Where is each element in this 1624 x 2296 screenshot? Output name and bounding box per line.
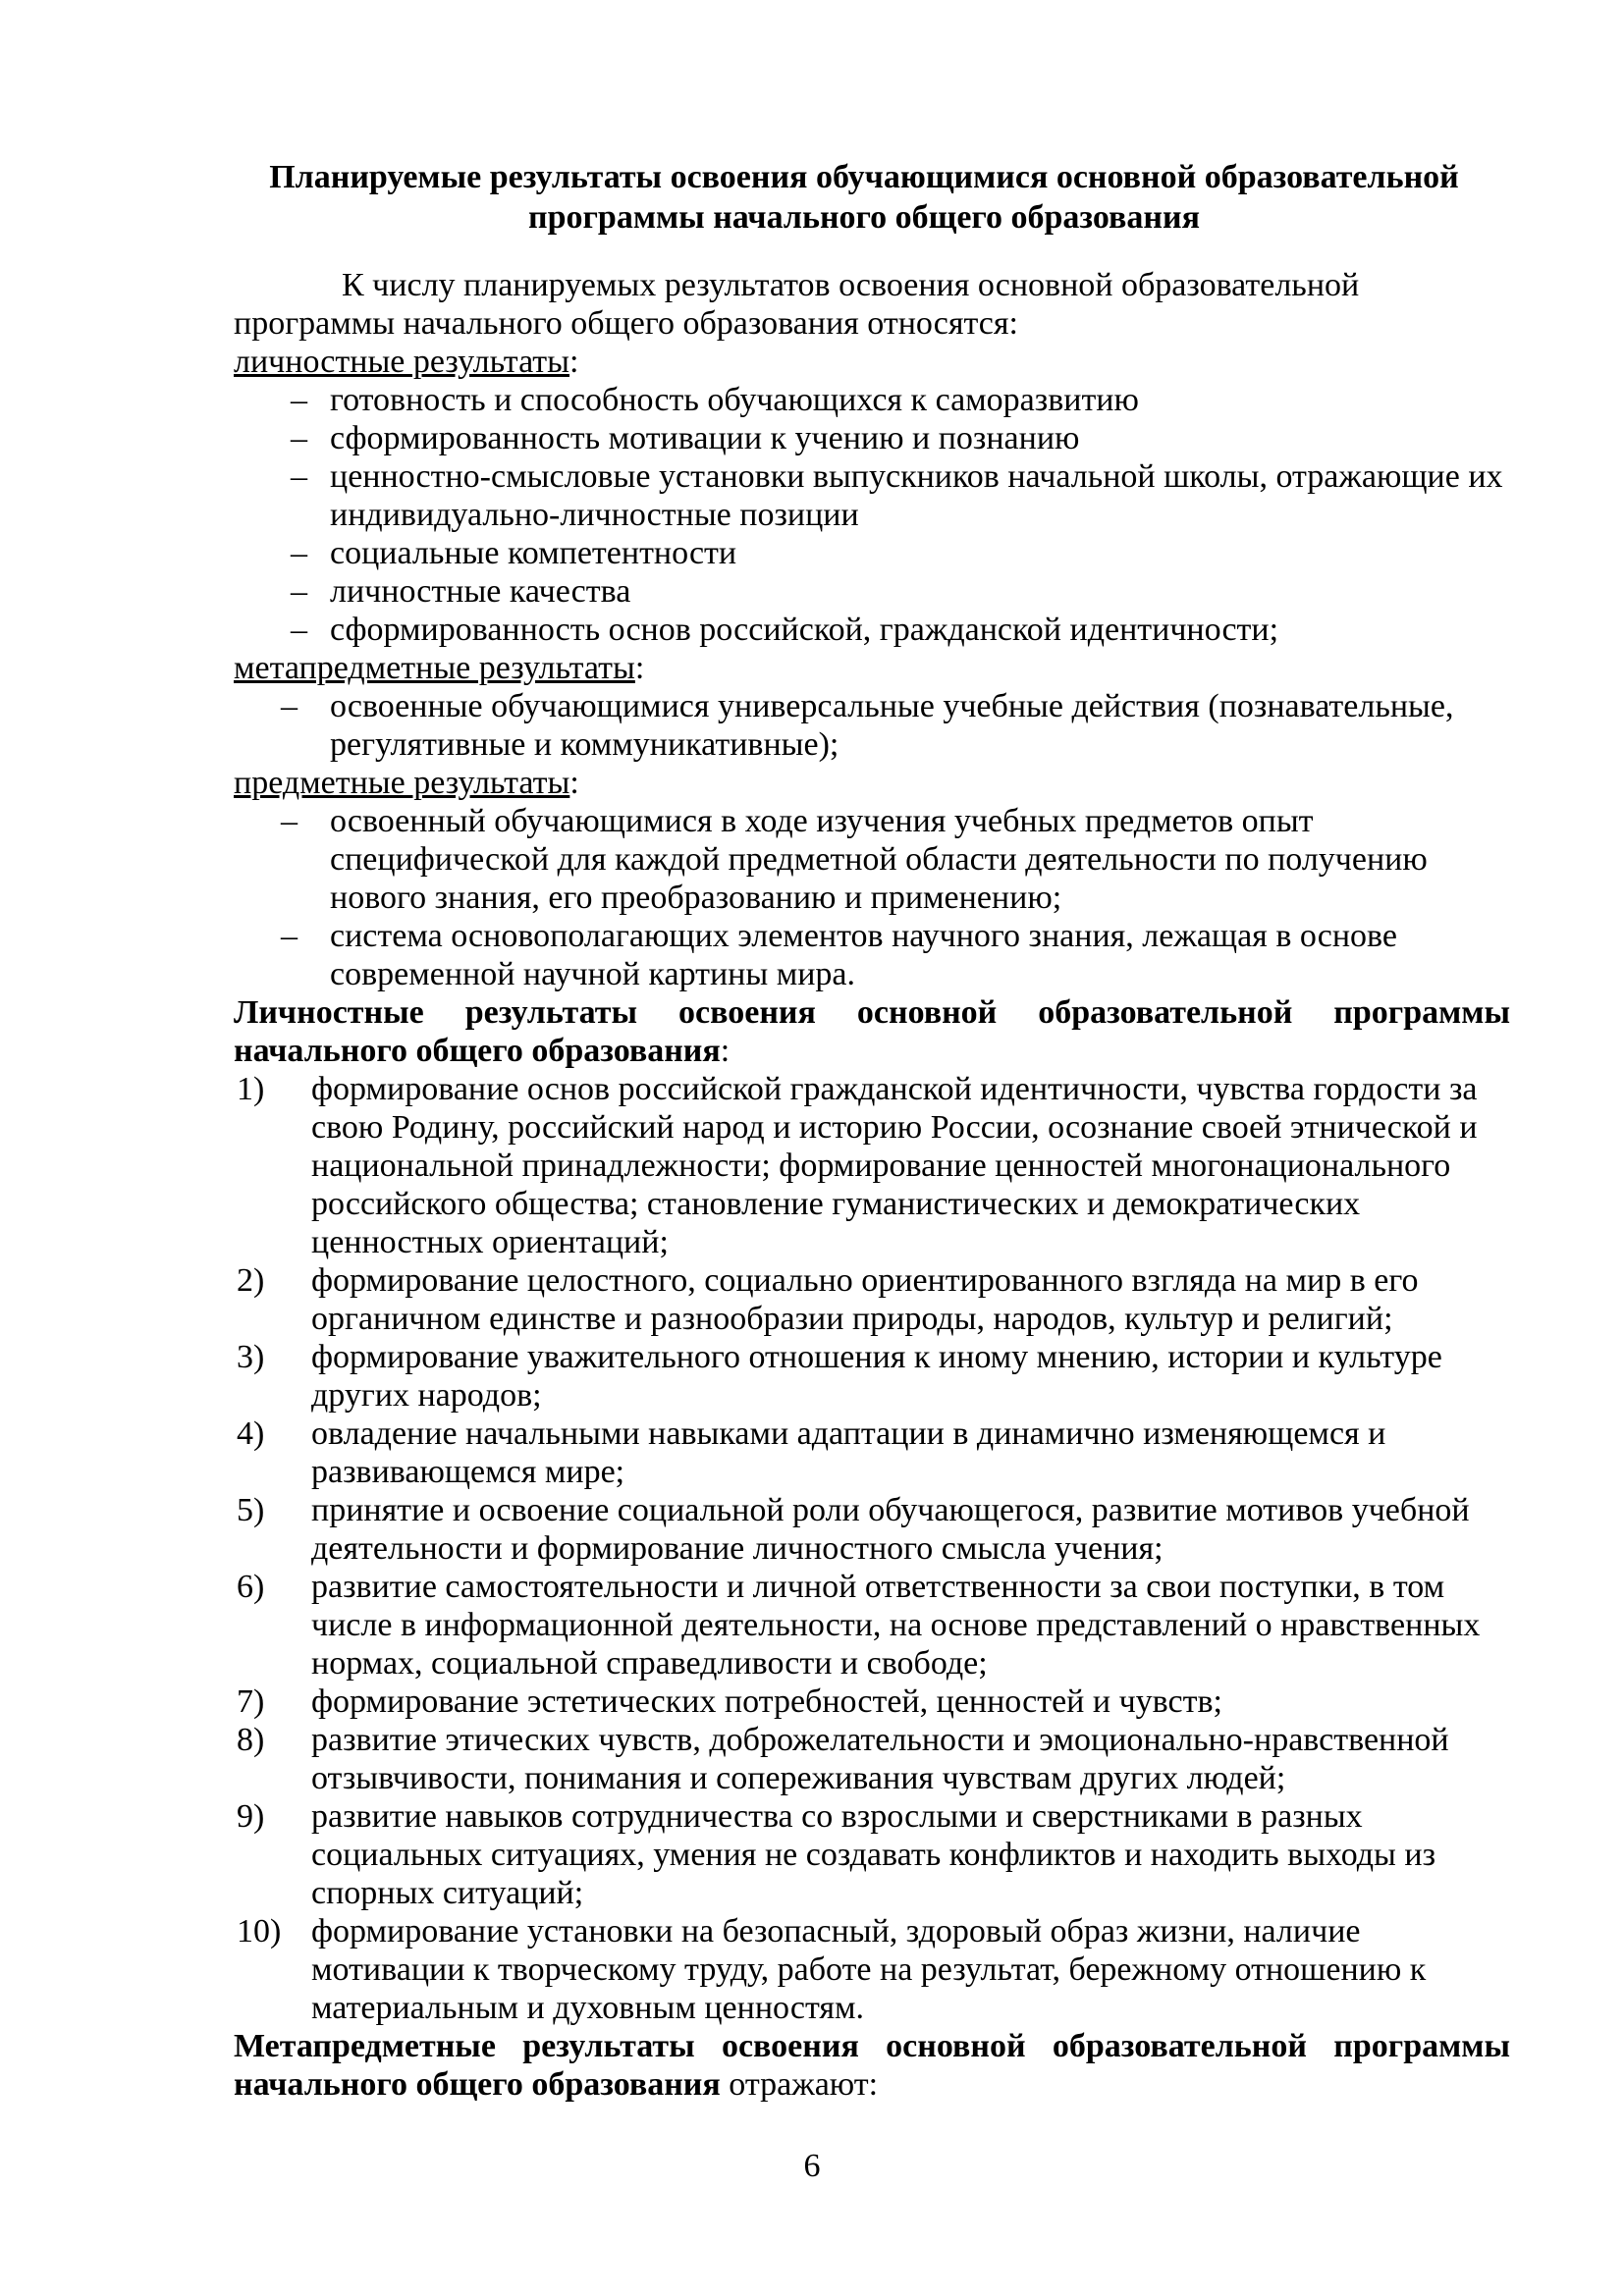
list-item-text: личностные качества: [330, 573, 631, 610]
subject-results-list: [234, 802, 1510, 993]
meta-results-heading: [234, 649, 1510, 687]
list-item: [234, 917, 1510, 993]
personal-results-heading: [234, 343, 1510, 381]
personal-results-section-heading-tail: :: [720, 1033, 731, 1069]
meta-results-heading-text: метапредметные результаты: [234, 650, 635, 686]
subject-results-heading-text: предметные результаты: [234, 765, 570, 801]
list-item-text: освоенный обучающимися в ходе изучения учебных предметов опыт специфической для каждой предметной области деятельности по получению нового знания, его преобразованию и применению;: [330, 803, 1428, 916]
item-number: 10): [237, 1913, 282, 1949]
personal-results-section-heading-line-2: начального общего образования: [234, 1033, 721, 1069]
item-number: 6): [237, 1569, 265, 1605]
item-number: 9): [237, 1798, 265, 1835]
meta-results-section-heading-line-2: начального общего образования: [234, 2066, 721, 2103]
numbered-item-text: формирование установки на безопасный, здоровый образ жизни, наличие мотивации к творческому труду, работе на результат, бережному отношению к материальным и духовным ценностям.: [311, 1913, 1427, 2026]
numbered-item: [234, 1491, 1510, 1568]
title-line-1: Планируемые результаты освоения обучающимися основной образовательной: [269, 159, 1459, 195]
numbered-item: [234, 1797, 1510, 1912]
list-item: [234, 419, 1510, 457]
document-body: [234, 266, 1510, 2104]
personal-results-numbered-list: [234, 1070, 1510, 2027]
dash-bullet: –: [281, 803, 298, 839]
list-item-text: готовность и способность обучающихся к саморазвитию: [330, 382, 1139, 418]
meta-results-list: [234, 687, 1510, 764]
list-item: [234, 457, 1510, 534]
list-item-text: ценностно-смысловые установки выпускников начальной школы, отражающие их индивидуально-личностные позиции: [330, 458, 1503, 533]
meta-results-section-heading-line-1: Метапредметные результаты освоения основной образовательной программы: [234, 2028, 1510, 2064]
personal-results-section-heading-line-1: Личностные результаты освоения основной образовательной программы: [234, 994, 1510, 1031]
list-item-text: освоенные обучающимися универсальные учебные действия (познавательные, регулятивные и коммуникативные);: [330, 688, 1454, 763]
meta-results-section-heading: [234, 2027, 1510, 2104]
personal-results-list: [234, 381, 1510, 649]
numbered-item-text: овладение начальными навыками адаптации в динамично изменяющемся и развивающемся мире;: [311, 1415, 1386, 1490]
dash-bullet: –: [281, 918, 298, 954]
personal-results-section-heading: [234, 993, 1510, 1070]
title-line-2: программы начального общего образования: [527, 199, 1200, 236]
numbered-item: [234, 1070, 1510, 1261]
numbered-item: [234, 1568, 1510, 1682]
list-item: [234, 802, 1510, 917]
numbered-item-text: принятие и освоение социальной роли обучающегося, развитие мотивов учебной деятельности и формирование личностного смысла учения;: [311, 1492, 1470, 1567]
numbered-item: [234, 1415, 1510, 1491]
item-number: 7): [237, 1683, 265, 1720]
list-item: [234, 611, 1510, 649]
dash-bullet: –: [281, 688, 298, 724]
list-item-text: сформированность основ российской, гражданской идентичности;: [330, 612, 1279, 648]
subject-results-heading-colon: :: [569, 765, 579, 801]
subject-results-heading: [234, 764, 1510, 802]
numbered-item-text: формирование основ российской гражданской идентичности, чувства гордости за свою Родину, российский народ и историю России, осознание своей этнической и национальной принадлежности; формирование ценностей многонационального российского общества; становление гуманистических и демократических ценностных ориентаций;: [311, 1071, 1478, 1260]
dash-bullet: –: [291, 458, 307, 495]
item-number: 2): [237, 1262, 265, 1299]
numbered-item: [234, 1682, 1510, 1721]
dash-bullet: –: [291, 573, 307, 610]
personal-results-heading-colon: :: [568, 344, 579, 380]
item-number: 8): [237, 1722, 265, 1758]
item-number: 4): [237, 1415, 265, 1452]
numbered-item: [234, 1912, 1510, 2027]
list-item: [234, 687, 1510, 764]
page-number: 6: [803, 2148, 821, 2184]
dash-bullet: –: [291, 382, 307, 418]
numbered-item: [234, 1721, 1510, 1797]
list-item: [234, 534, 1510, 572]
document-title: [226, 157, 1502, 238]
intro-paragraph: К числу планируемых результатов освоения основной образовательной программы начального общего образования относятся:: [234, 267, 1360, 342]
item-number: 1): [237, 1071, 265, 1107]
dash-bullet: –: [291, 612, 307, 648]
list-item-text: сформированность мотивации к учению и познанию: [330, 420, 1080, 456]
list-item-text: социальные компетентности: [330, 535, 737, 571]
item-number: 5): [237, 1492, 265, 1528]
dash-bullet: –: [291, 535, 307, 571]
dash-bullet: –: [291, 420, 307, 456]
numbered-item-text: развитие самостоятельности и личной ответственности за свои поступки, в том числе в информационной деятельности, на основе представлений о нравственных нормах, социальной справедливости и свободе;: [311, 1569, 1481, 1682]
numbered-item-text: развитие навыков сотрудничества со взрослыми и сверстниками в разных социальных ситуациях, умения не создавать конфликтов и находить выходы из спорных ситуаций;: [311, 1798, 1436, 1911]
meta-results-section-heading-tail: отражают:: [720, 2066, 879, 2103]
list-item: [234, 572, 1510, 611]
item-number: 3): [237, 1339, 265, 1375]
numbered-item-text: развитие этических чувств, доброжелательности и эмоционально-нравственной отзывчивости, понимания и сопереживания чувствам других людей;: [311, 1722, 1449, 1796]
personal-results-heading-text: личностные результаты: [234, 344, 569, 380]
list-item: [234, 381, 1510, 419]
numbered-item-text: формирование эстетических потребностей, ценностей и чувств;: [311, 1683, 1222, 1720]
list-item-text: система основополагающих элементов научного знания, лежащая в основе современной научной картины мира.: [330, 918, 1397, 992]
numbered-item-text: формирование целостного, социально ориентированного взгляда на мир в его органичном единстве и разнообразии природы, народов, культур и религий;: [311, 1262, 1419, 1337]
numbered-item: [234, 1338, 1510, 1415]
numbered-item: [234, 1261, 1510, 1338]
numbered-item-text: формирование уважительного отношения к иному мнению, истории и культуре других народов;: [311, 1339, 1442, 1414]
meta-results-heading-colon: :: [634, 650, 645, 686]
